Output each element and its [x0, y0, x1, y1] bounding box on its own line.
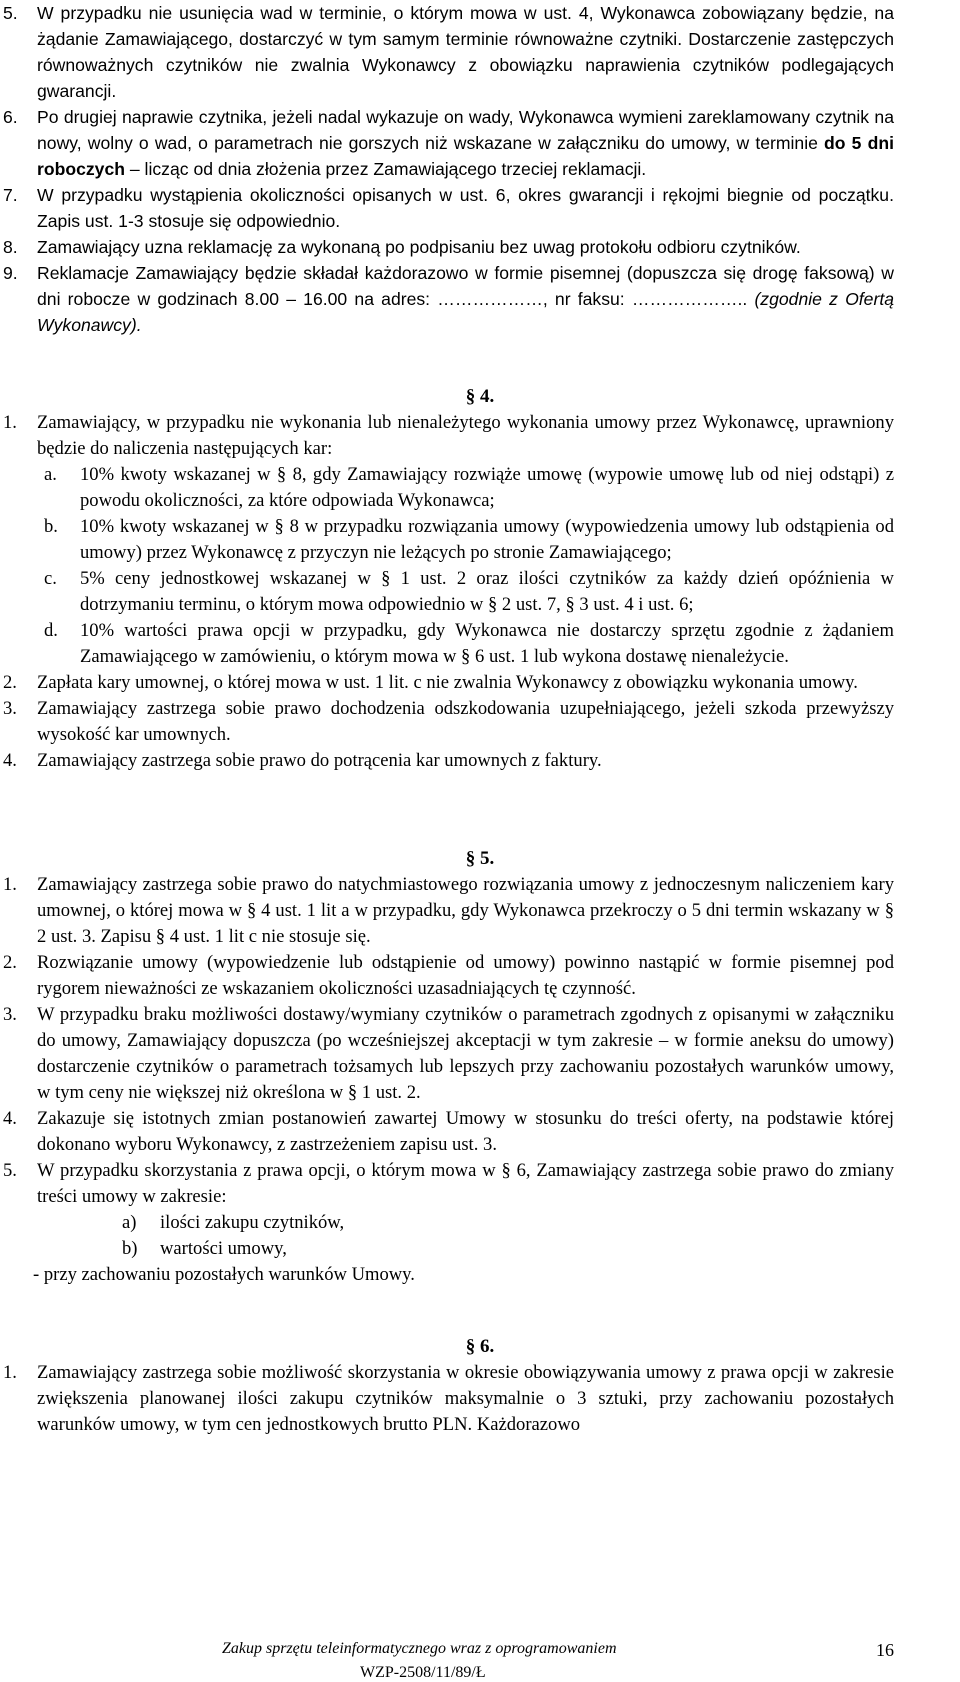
option-letter: a) — [122, 1212, 137, 1233]
item-number: 1. — [3, 1362, 17, 1383]
item-number: 3. — [3, 1004, 17, 1025]
item-text: W przypadku skorzystania z prawa opcji, o którym mowa w § 6, Zamawiający zastrzega sobie prawo do zmiany treści umowy w zakresie: — [37, 1160, 894, 1207]
s4-item-3 — [0, 696, 960, 748]
page-number: 16 — [876, 1640, 894, 1660]
paragraph-item-6 — [0, 104, 960, 182]
italic-note: (zgodnie z Ofertą Wykonawcy). — [37, 289, 895, 335]
paragraph-item-8 — [0, 234, 960, 260]
paragraph-item-7 — [0, 182, 960, 234]
item-number: 4. — [3, 1108, 17, 1129]
s5-item-2 — [0, 950, 960, 1002]
s4-item-1 — [0, 410, 960, 462]
sub-letter: a. — [44, 464, 57, 485]
paragraph-item-5 — [0, 0, 960, 104]
item-text: Zamawiający zastrzega sobie prawo do potrącenia kar umownych z faktury. — [37, 750, 602, 771]
sub-text: 10% kwoty wskazanej w § 8 w przypadku rozwiązania umowy (wypowiedzenia umowy lub odstąpienia od umowy) przez Wykonawcę z przyczyn nie leżących po stronie Zamawiającego; — [80, 516, 894, 563]
footer-code: WZP-2508/11/89/Ł — [360, 1664, 486, 1681]
item-number: 4. — [3, 750, 17, 771]
s4-subitem-a — [0, 462, 960, 514]
item-text: Zamawiający, w przypadku nie wykonania lub nienależytego wykonania umowy przez Wykonawcę, uprawniony będzie do naliczenia następujących kar: — [37, 412, 894, 459]
item-number: 9. — [3, 263, 18, 283]
item-number: 7. — [3, 185, 18, 205]
item-text: Zamawiający zastrzega sobie możliwość skorzystania w okresie obowiązywania umowy z prawa opcji w zakresie zwiększenia planowanej ilości zakupu czytników maksymalnie o 3 sztuki, przy zachowaniu pozostałych warunków umowy, w tym cen jednostkowych brutto PLN. Każdorazowo — [37, 1362, 894, 1435]
item-text: Zamawiający zastrzega sobie prawo do natychmiastowego rozwiązania umowy z jednoczesnym naliczeniem kary umownej, o której mowa w § 4 ust. 1 lit a w przypadku, gdy Wykonawca przekroczy o 5 dni termin wskazany w § 2 ust. 3. Zapisu § 4 ust. 1 lit c nie stosuje się. — [37, 874, 894, 947]
paragraph-item-9 — [0, 260, 960, 338]
deadline-bold: do 5 dni roboczych — [37, 133, 894, 179]
item-number: 8. — [3, 237, 18, 257]
item-text: Zapłata kary umownej, o której mowa w ust. 1 lit. c nie zwalnia Wykonawcy z obowiązku wykonania umowy. — [37, 672, 858, 693]
section-5-title: § 5. — [465, 848, 495, 869]
item-text: W przypadku nie usunięcia wad w terminie, o którym mowa w ust. 4, Wykonawca zobowiązany będzie, na żądanie Zamawiającego, dostarczyć w tym samym terminie równoważne czytniki. Dostarczenie zastępczych równoważnych czytników nie zwalnia Wykonawcy z obowiązku naprawienia czytników podlegających gwarancji. — [37, 3, 894, 101]
item-text: Po drugiej naprawie czytnika, jeżeli nadal wykazuje on wady, Wykonawca wymieni zareklamowany czytnik na nowy, wolny o wad, o parametrach nie gorszych niż wskazane w załączniku do umowy, w terminie — [37, 107, 894, 153]
item-number: 5. — [3, 3, 18, 23]
item-text: W przypadku wystąpienia okoliczności opisanych w ust. 6, okres gwarancji i rękojmi biegnie od początku. Zapis ust. 1-3 stosuje się odpowiednio. — [37, 185, 894, 231]
sub-text: 10% wartości prawa opcji w przypadku, gdy Wykonawca nie dostarczy sprzętu zgodnie z żądaniem Zamawiającego w zamówieniu, o którym mowa w § 6 ust. 1 lub wykona dostawę nienależycie. — [80, 620, 894, 667]
item-number: 2. — [3, 672, 17, 693]
s6-item-1 — [0, 1360, 960, 1438]
s4-subitem-b — [0, 514, 960, 566]
sub-text: 10% kwoty wskazanej w § 8, gdy Zamawiający rozwiąże umowę (wypowie umowę lub od niej odstąpi) z powodu okoliczności, za które odpowiada Wykonawca; — [80, 464, 894, 511]
item-number: 1. — [3, 874, 17, 895]
s4-subitem-d — [0, 618, 960, 670]
item-text: Reklamacje Zamawiający będzie składał każdorazowo w formie pisemnej (dopuszcza się drogę faksową) w dni robocze w godzinach 8.00 – 16.00 na adres: ………………, nr faksu: ……………….. — [37, 263, 894, 309]
s5-option-a — [0, 1210, 960, 1236]
item-number: 6. — [3, 107, 18, 127]
item-text: Zamawiający zastrzega sobie prawo dochodzenia odszkodowania uzupełniającego, jeżeli szkoda przewyższy wysokość kar umownych. — [37, 698, 894, 745]
footer-title: Zakup sprzętu teleinformatycznego wraz z oprogramowaniem — [222, 1640, 617, 1657]
section-4-title: § 4. — [465, 386, 495, 407]
option-text: ilości zakupu czytników, — [160, 1212, 345, 1233]
item-text: Zakazuje się istotnych zmian postanowień zawartej Umowy w stosunku do treści oferty, na podstawie której dokonano wyboru Wykonawcy, z zastrzeżeniem zapisu ust. 3. — [37, 1108, 894, 1155]
s5-item-1 — [0, 872, 960, 950]
s5-dash-line: - przy zachowaniu pozostałych warunków Umowy. — [33, 1264, 415, 1285]
s4-subitem-c — [0, 566, 960, 618]
sub-letter: c. — [44, 568, 57, 589]
s5-item-3 — [0, 1002, 960, 1106]
option-text: wartości umowy, — [160, 1238, 287, 1259]
item-number: 5. — [3, 1160, 17, 1181]
item-number: 3. — [3, 698, 17, 719]
item-number: 2. — [3, 952, 17, 973]
s5-item-4 — [0, 1106, 960, 1158]
item-text: Rozwiązanie umowy (wypowiedzenie lub odstąpienie od umowy) powinno nastąpić w formie pisemnej pod rygorem nieważności ze wskazaniem okoliczności uzasadniających tę czynność. — [37, 952, 894, 999]
sub-letter: d. — [44, 620, 58, 641]
s5-item-5 — [0, 1158, 960, 1210]
item-number: 1. — [3, 412, 17, 433]
spacer — [0, 338, 960, 384]
spacer — [0, 774, 960, 846]
spacer — [0, 1288, 960, 1334]
s4-item-2 — [0, 670, 960, 696]
item-text-cont: – licząc od dnia złożenia przez Zamawiającego trzeciej reklamacji. — [125, 159, 647, 179]
section-6-title: § 6. — [465, 1336, 495, 1357]
s4-item-4 — [0, 748, 960, 774]
sub-letter: b. — [44, 516, 58, 537]
option-letter: b) — [122, 1238, 138, 1259]
sub-text: 5% ceny jednostkowej wskazanej w § 1 ust. 2 oraz ilości czytników za każdy dzień opóźnienia w dotrzymaniu terminu, o którym mowa odpowiednio w § 2 ust. 7, § 3 ust. 4 i ust. 6; — [80, 568, 894, 615]
item-text: W przypadku braku możliwości dostawy/wymiany czytników o parametrach zgodnych z opisanymi w załączniku do umowy, Zamawiający dopuszcza (po wcześniejszej akceptacji w tym zakresie – w formie aneksu do umowy) dostarczenie czytników o parametrach tożsamych lub lepszych przy zachowaniu pozostałych warunków umowy, w tym ceny nie większej niż określona w § 1 ust. 2. — [37, 1004, 894, 1103]
s5-option-b — [0, 1236, 960, 1262]
item-text: Zamawiający uzna reklamację za wykonaną po podpisaniu bez uwag protokołu odbioru czytników. — [37, 237, 801, 257]
